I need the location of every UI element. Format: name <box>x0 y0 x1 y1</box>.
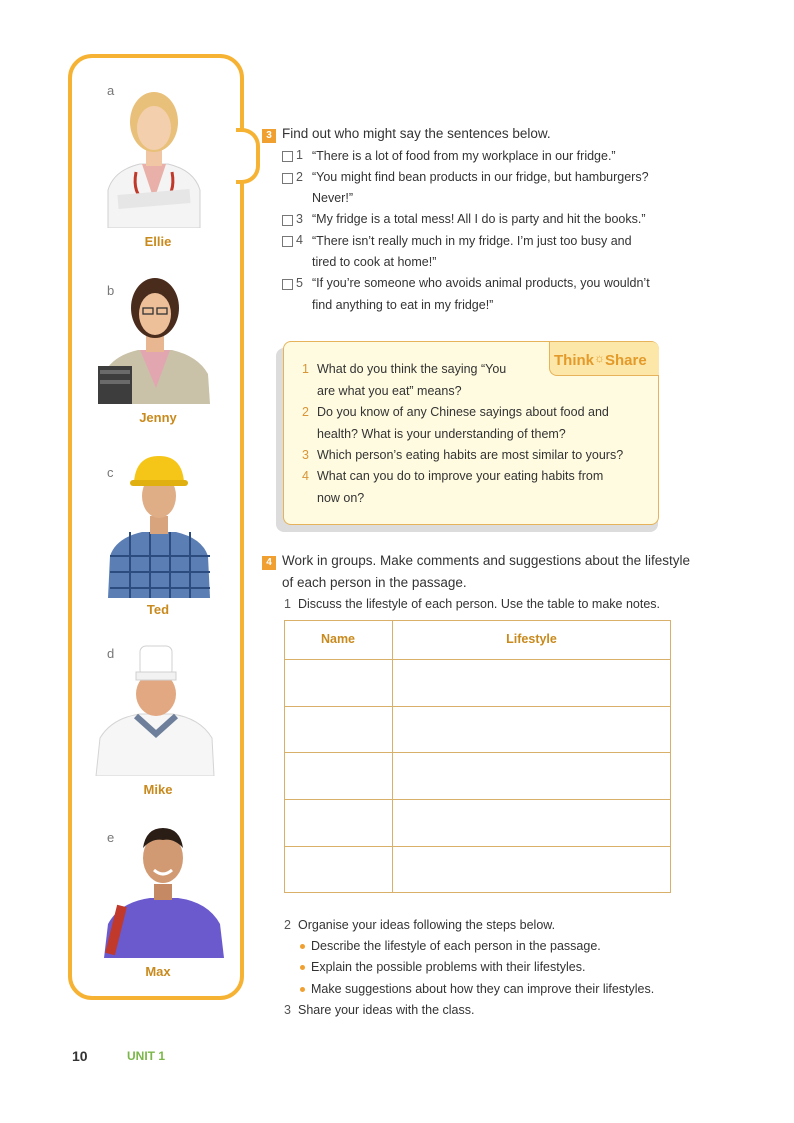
ts-item-4-line-1: What can you do to improve your eating habits from <box>317 469 604 483</box>
sentence-number: 1 <box>296 148 303 162</box>
table-header-name: Name <box>320 632 356 646</box>
chef-photo <box>92 642 218 776</box>
person-letter-b: b <box>107 283 115 298</box>
ts-item-number: 3 <box>302 448 309 462</box>
activity-4-badge: 4 <box>262 556 276 570</box>
person-letter-e: e <box>107 830 115 845</box>
sentence-1-line-1: “There is a lot of food from my workplace in our fridge.” <box>312 149 616 163</box>
person-name-ted: Ted <box>146 602 170 617</box>
step-number: 1 <box>284 597 291 611</box>
person-letter-a: a <box>107 83 115 98</box>
person-name-max: Max <box>145 964 171 979</box>
person-letter-c: c <box>107 465 114 480</box>
answer-checkbox-5[interactable] <box>282 279 293 290</box>
activity-4-title-line-2: of each person in the passage. <box>282 575 467 590</box>
sentence-2-line-1: “You might find bean products in our fridge, but hamburgers? <box>312 170 649 184</box>
sentence-number: 5 <box>296 276 303 290</box>
table-cell-lifestyle-3[interactable] <box>393 753 670 798</box>
page-number: 10 <box>72 1048 88 1064</box>
bullet-3-text: Make suggestions about how they can improve their lifestyles. <box>311 982 655 996</box>
sentence-4-line-1: “There isn’t really much in my fridge. I’m just too busy and <box>312 234 632 248</box>
ts-item-1-line-1: What do you think the saying “You <box>317 362 507 376</box>
sentence-4-line-2: tired to cook at home!” <box>312 255 437 269</box>
table-cell-name-2[interactable] <box>285 707 391 751</box>
step-number: 2 <box>284 918 291 932</box>
person-name-ellie: Ellie <box>144 234 172 249</box>
person-name-mike: Mike <box>143 782 173 797</box>
step-2-text: Organise your ideas following the steps below. <box>298 918 556 932</box>
answer-checkbox-2[interactable] <box>282 173 293 184</box>
think-share-label: Think☼Share <box>554 351 647 369</box>
ts-item-number: 1 <box>302 362 309 376</box>
table-cell-lifestyle-4[interactable] <box>393 800 670 845</box>
step-number: 3 <box>284 1003 291 1017</box>
table-cell-lifestyle-2[interactable] <box>393 707 670 751</box>
step-1-text: Discuss the lifestyle of each person. Use the table to make notes. <box>298 597 660 611</box>
sentence-2-line-2: Never!” <box>312 191 353 205</box>
activity-4-title-line-1: Work in groups. Make comments and suggestions about the lifestyle <box>282 553 690 568</box>
answer-checkbox-4[interactable] <box>282 236 293 247</box>
table-cell-name-3[interactable] <box>285 753 391 798</box>
unit-label: UNIT 1 <box>127 1049 166 1063</box>
activity-3-badge: 3 <box>262 129 276 143</box>
table-cell-lifestyle-5[interactable] <box>393 847 670 892</box>
sentence-5-line-2: find anything to eat in my fridge!” <box>312 298 494 312</box>
bullet-icon <box>300 944 305 949</box>
construction-worker-photo <box>106 452 212 598</box>
sentence-5-line-1: “If you’re someone who avoids animal products, you wouldn’t <box>312 276 650 290</box>
table-cell-lifestyle-1[interactable] <box>393 660 670 705</box>
lightbulb-icon: ☼ <box>594 351 605 365</box>
person-letter-d: d <box>107 646 115 661</box>
ts-item-number: 4 <box>302 469 309 483</box>
doctor-photo <box>96 72 212 228</box>
ts-item-2-line-1: Do you know of any Chinese sayings about food and <box>317 405 609 419</box>
ts-item-4-line-2: now on? <box>317 491 365 505</box>
bullet-icon <box>300 987 305 992</box>
person-name-jenny: Jenny <box>139 410 177 425</box>
sentence-number: 4 <box>296 233 303 247</box>
ts-item-number: 2 <box>302 405 309 419</box>
table-header-lifestyle: Lifestyle <box>506 632 557 646</box>
bullet-2-text: Explain the possible problems with their lifestyles. <box>311 960 586 974</box>
table-cell-name-5[interactable] <box>285 847 391 892</box>
ts-item-1-line-2: are what you eat” means? <box>317 384 462 398</box>
ts-item-2-line-2: health? What is your understanding of them? <box>317 427 566 441</box>
activity-3-title: Find out who might say the sentences below. <box>282 126 551 141</box>
answer-checkbox-3[interactable] <box>282 215 293 226</box>
ts-item-3-line-1: Which person’s eating habits are most similar to yours? <box>317 448 624 462</box>
sentence-number: 2 <box>296 170 303 184</box>
table-cell-name-1[interactable] <box>285 660 391 705</box>
bullet-1-text: Describe the lifestyle of each person in the passage. <box>311 939 601 953</box>
answer-checkbox-1[interactable] <box>282 151 293 162</box>
bullet-icon <box>300 965 305 970</box>
sentence-3-line-1: “My fridge is a total mess! All I do is party and hit the books.” <box>312 212 646 226</box>
student-photo <box>100 822 226 958</box>
step-3-text: Share your ideas with the class. <box>298 1003 475 1017</box>
sentence-number: 3 <box>296 212 303 226</box>
table-cell-name-4[interactable] <box>285 800 391 845</box>
woman-with-books-photo <box>96 276 214 404</box>
